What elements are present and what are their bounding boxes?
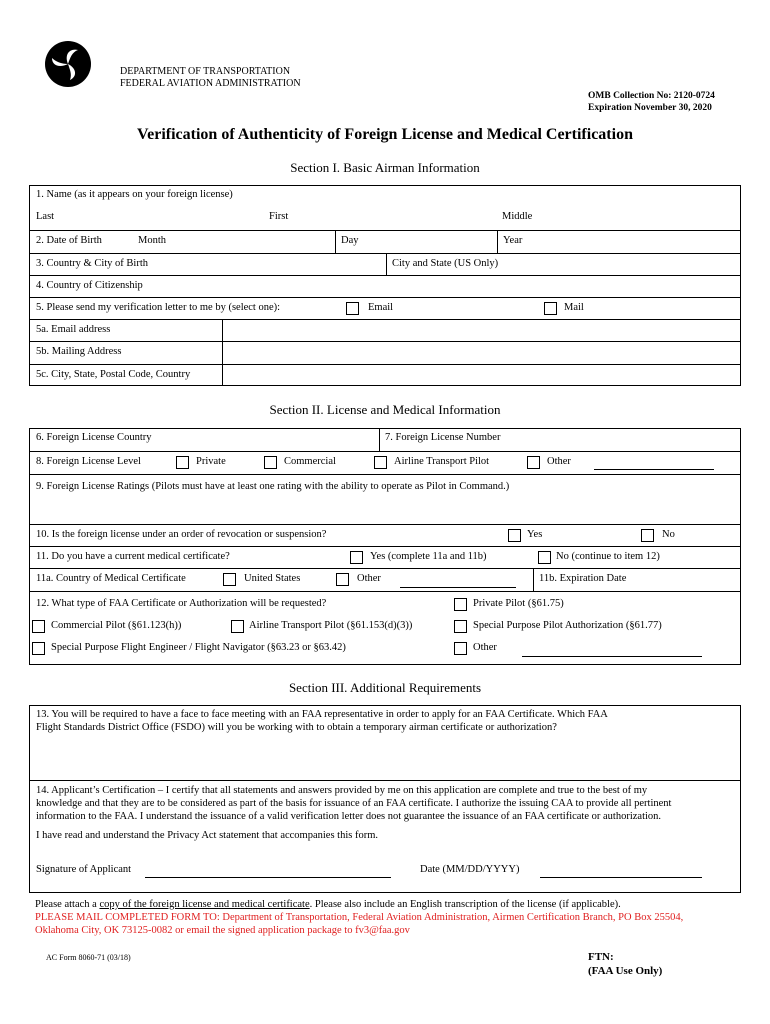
name-row[interactable] xyxy=(30,186,740,230)
q14-line-1: 14. Applicant’s Certification – I certify that all statements and answers provided by me on this application are complete and true to the best of my xyxy=(36,785,648,796)
q13-line-2: Flight Standards District Office (FSDO) will you be working with to obtain a temporary airman certificate or authorization? xyxy=(36,722,557,733)
med-us-label: United States xyxy=(244,573,301,584)
birth-country-field[interactable]: 3. Country & City of Birth xyxy=(36,258,149,269)
citizenship-label: 4. Country of Citizenship xyxy=(36,280,143,291)
spfe-checkbox[interactable] xyxy=(32,642,45,655)
first-name-label: First xyxy=(269,211,289,222)
attach-post: . Please also include an English transcription of the license (if applicable). xyxy=(309,899,621,910)
private-pilot-checkbox[interactable] xyxy=(454,598,467,611)
birth-row xyxy=(30,253,740,275)
commercial-checkbox[interactable] xyxy=(264,456,277,469)
ftn-note: (FAA Use Only) xyxy=(588,965,663,977)
private-pilot-label: Private Pilot (§61.75) xyxy=(473,598,564,609)
med-other-checkbox[interactable] xyxy=(336,573,349,586)
atp-pilot-label: Airline Transport Pilot (§61.153(d)(3)) xyxy=(249,620,413,631)
private-label: Private xyxy=(196,456,226,467)
section-2-table xyxy=(29,428,741,665)
mailing-address-row xyxy=(30,341,740,364)
birth-city-state-field[interactable]: City and State (US Only) xyxy=(392,258,499,269)
medical-yes-checkbox[interactable] xyxy=(350,551,363,564)
section-1-title: Section I. Basic Airman Information xyxy=(290,160,480,175)
dob-day[interactable]: Day xyxy=(341,235,359,246)
med-expiration-field[interactable]: 11b. Expiration Date xyxy=(539,573,627,584)
other-level-label: Other xyxy=(547,456,571,467)
medical-no-label: No (continue to item 12) xyxy=(556,551,660,562)
privacy-statement: I have read and understand the Privacy Act statement that accompanies this form. xyxy=(36,830,379,841)
department-header xyxy=(120,66,301,90)
revocation-yes-label: Yes xyxy=(527,529,543,540)
form-number: AC Form 8060-71 (03/18) xyxy=(46,953,131,962)
fsdo-block[interactable] xyxy=(30,706,740,780)
last-name-label: Last xyxy=(36,211,55,222)
med-country-row xyxy=(30,568,740,591)
form-title: Verification of Authenticity of Foreign License and Medical Certification xyxy=(137,126,633,143)
city-row xyxy=(30,364,740,386)
dob-label: 2. Date of Birth xyxy=(36,235,102,246)
other-faa-checkbox[interactable] xyxy=(454,642,467,655)
dob-month[interactable]: Month xyxy=(138,235,167,246)
medical-yes-label: Yes (complete 11a and 11b) xyxy=(370,551,487,562)
section-3-title: Section III. Additional Requirements xyxy=(288,680,482,695)
private-checkbox[interactable] xyxy=(176,456,189,469)
spa-label: Special Purpose Pilot Authorization (§61.77) xyxy=(473,620,662,631)
middle-name-label: Middle xyxy=(502,211,533,222)
spfe-label: Special Purpose Flight Engineer / Flight Navigator (§63.23 or §63.42) xyxy=(51,642,346,653)
other-faa-label: Other xyxy=(473,642,497,653)
license-country-row xyxy=(30,429,740,451)
dept-line-2: FEDERAL AVIATION ADMINISTRATION xyxy=(120,78,301,89)
med-us-checkbox[interactable] xyxy=(223,573,236,586)
license-level-label: 8. Foreign License Level xyxy=(36,456,141,467)
attach-pre: Please attach a xyxy=(35,899,100,910)
other-level-checkbox[interactable] xyxy=(527,456,540,469)
mail-line-1: PLEASE MAIL COMPLETED FORM TO: Department of Transportation, Federal Aviation Administration, Airmen Certification Branch, PO Box 25504, xyxy=(35,912,684,923)
section-2-title: Section II. License and Medical Information xyxy=(269,402,501,417)
mail-checkbox[interactable] xyxy=(544,302,557,315)
mail-option-label: Mail xyxy=(564,302,584,313)
dob-row xyxy=(30,230,740,253)
commercial-pilot-label: Commercial Pilot (§61.123(h)) xyxy=(51,620,182,631)
spa-checkbox[interactable] xyxy=(454,620,467,633)
email-checkbox[interactable] xyxy=(346,302,359,315)
omb-number: OMB Collection No: 2120-0724 xyxy=(588,91,715,101)
section-1-table xyxy=(29,185,741,386)
ftn-label: FTN: xyxy=(588,951,614,963)
med-country-label: 11a. Country of Medical Certificate xyxy=(36,573,186,584)
ratings-row[interactable] xyxy=(30,474,740,524)
email-address-row xyxy=(30,319,740,341)
city-label: 5c. City, State, Postal Code, Country xyxy=(36,369,191,380)
name-label: 1. Name (as it appears on your foreign license) xyxy=(36,189,233,200)
dot-logo-icon xyxy=(44,40,92,88)
mailing-address-input[interactable] xyxy=(223,342,740,364)
commercial-label: Commercial xyxy=(284,456,336,467)
atp-checkbox[interactable] xyxy=(374,456,387,469)
email-address-input[interactable] xyxy=(223,320,740,341)
other-level-input[interactable] xyxy=(594,469,714,470)
attach-link: copy of the foreign license and medical certificate xyxy=(99,899,310,910)
email-option-label: Email xyxy=(368,302,394,313)
signature-label: Signature of Applicant xyxy=(36,864,132,875)
faa-type-block xyxy=(30,591,740,666)
license-level-row xyxy=(30,451,740,474)
medical-no-checkbox[interactable] xyxy=(538,551,551,564)
dob-year[interactable]: Year xyxy=(503,235,523,246)
ratings-label: 9. Foreign License Ratings (Pilots must have at least one rating with the ability to operate as Pilot in Command.) xyxy=(36,481,510,492)
city-input[interactable] xyxy=(223,365,740,386)
faa-type-label: 12. What type of FAA Certificate or Authorization will be requested? xyxy=(36,598,327,609)
section-3-table xyxy=(29,705,741,893)
license-country-field[interactable]: 6. Foreign License Country xyxy=(36,432,152,443)
commercial-pilot-checkbox[interactable] xyxy=(32,620,45,633)
email-address-label: 5a. Email address xyxy=(36,324,111,335)
q14-line-2: knowledge and that they are to be considered as part of the basis for issuance of an FAA certificate. I authorize the issuing CAA to provide all pertinent xyxy=(36,798,672,809)
medical-row xyxy=(30,546,740,568)
attach-note xyxy=(35,898,621,912)
date-label: Date (MM/DD/YYYY) xyxy=(420,864,520,875)
date-input[interactable] xyxy=(540,877,702,878)
atp-pilot-checkbox[interactable] xyxy=(231,620,244,633)
med-other-input[interactable] xyxy=(400,587,516,588)
ftn-block xyxy=(588,950,662,978)
medical-label: 11. Do you have a current medical certificate? xyxy=(36,551,230,562)
send-method-label: 5. Please send my verification letter to me by (select one): xyxy=(36,302,281,313)
license-number-field[interactable]: 7. Foreign License Number xyxy=(385,432,501,443)
other-faa-input[interactable] xyxy=(522,656,702,657)
q14-line-3: information to the FAA. I understand the issuance of a valid verification letter does not guarantee the issuance of an FAA certificate or authorization. xyxy=(36,811,662,822)
mail-line-2: Oklahoma City, OK 73125-0082 or email the signed application package to fv3@faa.gov xyxy=(35,925,410,936)
dept-line-1: DEPARTMENT OF TRANSPORTATION xyxy=(120,66,291,77)
atp-label: Airline Transport Pilot xyxy=(394,456,490,467)
certification-block xyxy=(30,780,740,893)
revocation-row xyxy=(30,524,740,546)
med-other-label: Other xyxy=(357,573,381,584)
omb-expiration: Expiration November 30, 2020 xyxy=(588,103,712,113)
mailing-address-label: 5b. Mailing Address xyxy=(36,346,122,357)
send-method-row xyxy=(30,297,740,319)
revocation-label: 10. Is the foreign license under an order of revocation or suspension? xyxy=(36,529,327,540)
revocation-yes-checkbox[interactable] xyxy=(508,529,521,542)
signature-input[interactable] xyxy=(145,877,391,878)
q13-line-1: 13. You will be required to have a face to face meeting with an FAA representative in order to apply for an FAA Certificate. Which FAA xyxy=(36,709,608,720)
omb-info xyxy=(588,90,715,114)
revocation-no-label: No xyxy=(662,529,675,540)
citizenship-row[interactable] xyxy=(30,275,740,297)
revocation-no-checkbox[interactable] xyxy=(641,529,654,542)
